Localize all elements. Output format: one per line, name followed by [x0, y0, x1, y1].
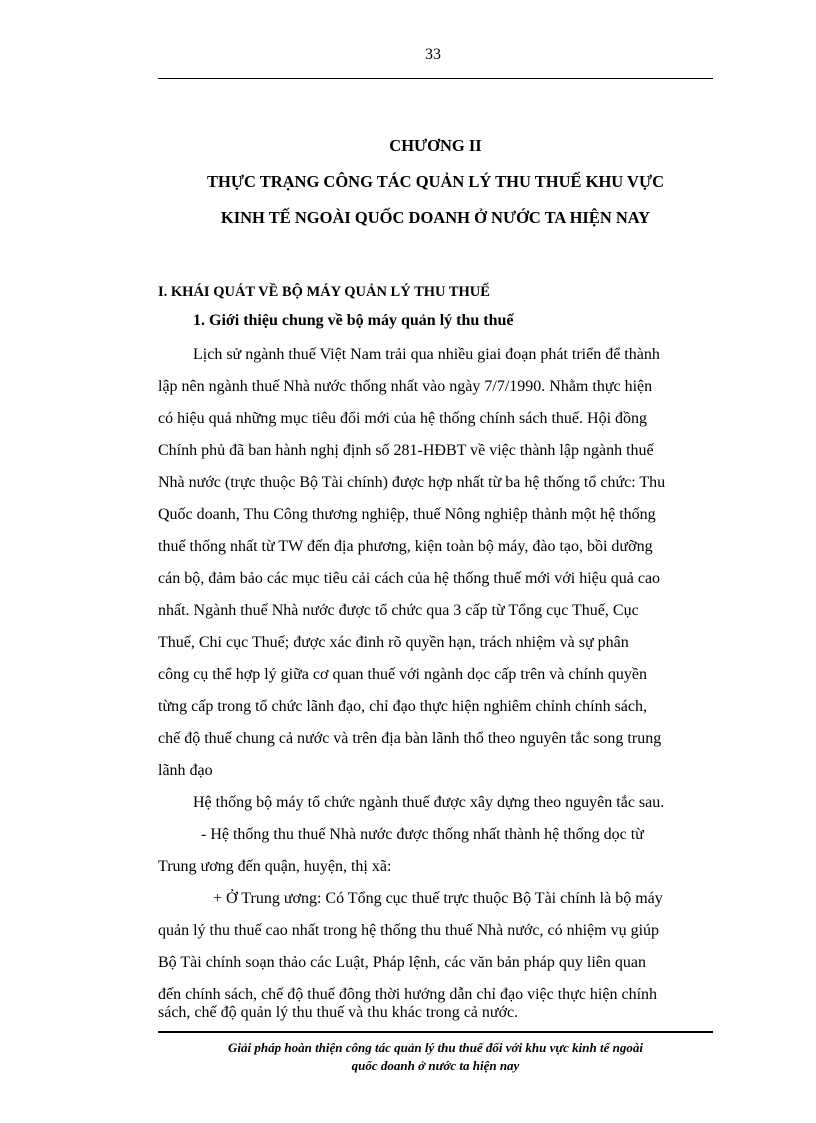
body-line: chế độ thuế chung cả nước và trên địa bàn lãnh thổ theo nguyên tắc song trung [158, 730, 662, 747]
body-line: có hiệu quả những mục tiêu đổi mới của hệ thống chính sách thuế. Hội đồng [158, 410, 648, 427]
chapter-label: CHƯƠNG II [389, 136, 482, 155]
body-line: từng cấp trong tổ chức lãnh đạo, chỉ đạo thực hiện nghiêm chỉnh chính sách, [158, 698, 647, 715]
body-line: thuế thống nhất từ TW đến địa phương, kiện toàn bộ máy, đào tạo, bồi dưỡng [158, 538, 653, 555]
body-line: - Hệ thống thu thuế Nhà nước được thống nhất thành hệ thống dọc từ [201, 826, 644, 843]
header-rule [158, 78, 713, 79]
body-line: quản lý thu thuế cao nhất trong hệ thống thu thuế Nhà nước, có nhiệm vụ giúp [158, 922, 660, 939]
subsection-heading: 1. Giới thiệu chung về bộ máy quản lý thu thuế [193, 312, 514, 329]
chapter-title-line-1: THỰC TRẠNG CÔNG TÁC QUẢN LÝ THU THUẾ KHU VỰC [206, 172, 664, 191]
chapter-title-line-2: KINH TẾ NGOÀI QUỐC DOANH Ở NƯỚC TA HIỆN NAY [220, 208, 651, 227]
footer-line-1: Giải pháp hoàn thiện công tác quản lý thu thuế đối với khu vực kinh tế ngoài [228, 1040, 643, 1055]
body-line: công cụ thể hợp lý giữa cơ quan thuế với ngành dọc cấp trên và chính quyền [158, 666, 648, 683]
body-line: lãnh đạo [158, 762, 213, 779]
body-line: nhất. Ngành thuế Nhà nước được tổ chức qua 3 cấp từ Tổng cục Thuế, Cục [158, 602, 639, 619]
body-line: Lịch sử ngành thuế Việt Nam trải qua nhiều giai đoạn phát triển để thành [193, 346, 660, 363]
body-line: Trung ương đến quận, huyện, thị xã: [158, 858, 392, 875]
section-heading: I. KHÁI QUÁT VỀ BỘ MÁY QUẢN LÝ THU THUẾ [158, 284, 490, 300]
body-line: Hệ thống bộ máy tổ chức ngành thuế được xây dựng theo nguyên tắc sau. [193, 794, 665, 811]
body-line: Chính phủ đã ban hành nghị định số 281-HĐBT về việc thành lập ngành thuế [158, 442, 654, 459]
body-line: Thuế, Chi cục Thuế; được xác đinh rõ quyền hạn, trách nhiệm và sự phân [158, 634, 629, 651]
body-line: Bộ Tài chính soạn thảo các Luật, Pháp lệnh, các văn bản pháp quy liên quan [158, 954, 646, 971]
page-number: 33 [425, 46, 441, 63]
body-line: Nhà nước (trực thuộc Bộ Tài chính) được hợp nhất từ ba hệ thống tổ chức: Thu [158, 474, 666, 491]
body-line: đến chính sách, chế độ thuế đông thời hướng dẫn chỉ đạo việc thực hiện chính [158, 986, 658, 1003]
footer-rule [158, 1031, 713, 1033]
body-line: lập nên ngành thuế Nhà nước thống nhất vào ngày 7/7/1990. Nhằm thực hiện [158, 378, 653, 395]
body-line: + Ở Trung ương: Có Tổng cục thuế trực thuộc Bộ Tài chính là bộ máy [213, 890, 663, 907]
body-line: Quốc doanh, Thu Công thương nghiệp, thuế Nông nghiệp thành một hệ thống [158, 506, 656, 523]
body-line: sách, chế độ quản lý thu thuế và thu khác trong cả nước. [158, 1004, 519, 1021]
footer-line-2: quốc doanh ở nước ta hiện nay [351, 1058, 520, 1073]
body-line: cán bộ, đảm bảo các mục tiêu cải cách của hệ thống thuế mới với hiệu quả cao [158, 570, 661, 587]
